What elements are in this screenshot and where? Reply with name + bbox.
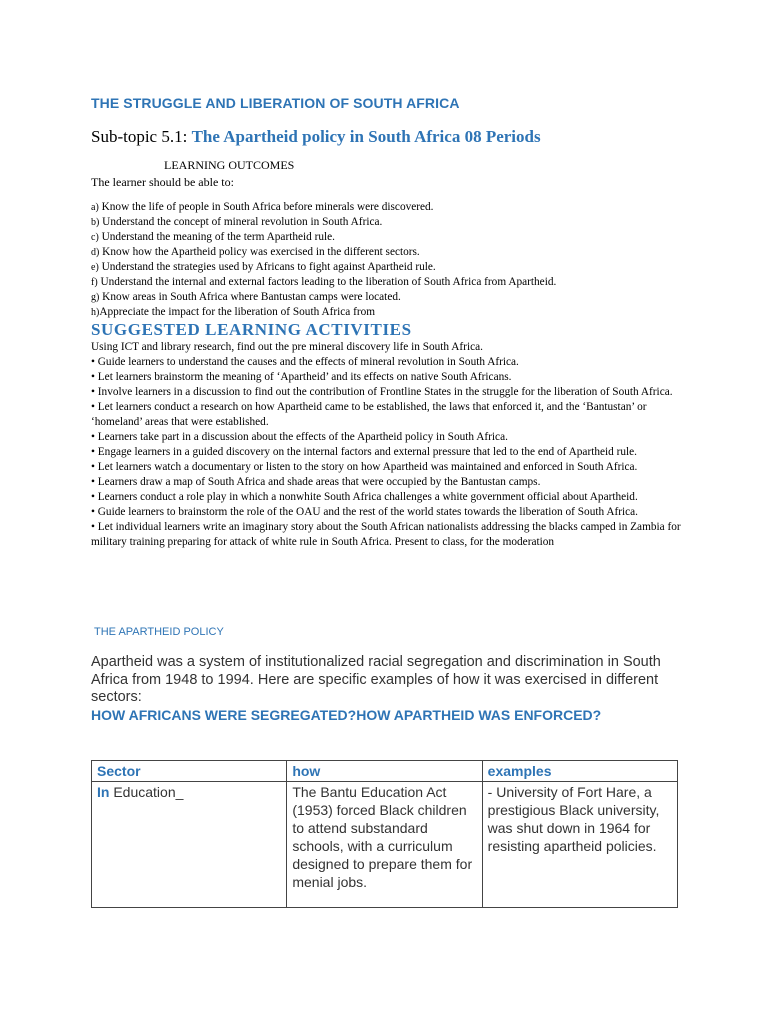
outcome-item: d) Know how the Apartheid policy was exercised in the different sectors. — [91, 246, 420, 258]
header-examples: examples — [482, 761, 677, 782]
document-title: THE STRUGGLE AND LIBERATION OF SOUTH AFRICA — [91, 95, 460, 111]
activities-heading: SUGGESTED LEARNING ACTIVITIES — [91, 320, 412, 339]
cell-sector: In Education_ — [92, 782, 287, 908]
activity-line: • Learners take part in a discussion about the effects of the Apartheid policy in South Africa. — [91, 431, 508, 443]
header-sector: Sector — [92, 761, 287, 782]
header-how: how — [287, 761, 482, 782]
subtopic-title: The Apartheid policy in South Africa 08 Periods — [191, 127, 541, 146]
activity-line: • Let learners brainstorm the meaning of ‘Apartheid’ and its effects on native South Africans. — [91, 371, 512, 383]
outcome-item: g) Know areas in South Africa where Bantustan camps were located. — [91, 291, 401, 303]
policy-label: THE APARTHEID POLICY — [94, 626, 224, 638]
outcome-item: c) Understand the meaning of the term Apartheid rule. — [91, 231, 336, 243]
activities-list — [91, 340, 681, 550]
outcome-item: e) Understand the strategies used by Africans to fight against Apartheid rule. — [91, 261, 436, 273]
outcome-item: h)Appreciate the impact for the liberation of South Africa from — [91, 306, 376, 318]
activity-line: Using ICT and library research, find out the pre mineral discovery life in South Africa. — [91, 341, 483, 353]
cell-how: The Bantu Education Act (1953) forced Black children to attend substandard schools, with a curriculum designed to prepare them for menial jobs. — [287, 782, 482, 908]
activity-line: • Learners draw a map of South Africa and shade areas that were occupied by the Bantustan camps. — [91, 476, 541, 488]
subtopic-prefix: Sub-topic 5.1: — [91, 127, 192, 146]
cell-examples: - University of Fort Hare, a prestigious Black university, was shut down in 1964 for resisting apartheid policies. — [482, 782, 677, 908]
outcome-item: f) Understand the internal and external factors leading to the liberation of South Africa from Apartheid. — [91, 276, 557, 288]
activity-line: • Involve learners in a discussion to find out the contribution of Frontline States in the struggle for the liberation of South Africa. — [91, 386, 673, 398]
subtopic-line — [91, 127, 541, 147]
learning-outcomes-intro: The learner should be able to: — [91, 175, 234, 189]
activity-line: • Learners conduct a role play in which a nonwhite South Africa challenges a white government official about Apartheid. — [91, 491, 638, 503]
activity-line: • Guide learners to brainstorm the role of the OAU and the rest of the world states towards the liberation of South Africa. — [91, 506, 638, 518]
sector-table — [91, 760, 678, 908]
outcome-item: b) Understand the concept of mineral revolution in South Africa. — [91, 216, 383, 228]
activity-line: • Let learners conduct a research on how Apartheid came to be established, the laws that enforced it, and the ‘Bantustan’ or ‘homeland’ areas that were established. — [91, 401, 647, 428]
learning-outcomes-list — [91, 200, 556, 320]
learning-outcomes-heading: LEARNING OUTCOMES — [164, 158, 295, 172]
table-header-row — [92, 761, 678, 782]
activity-line: • Let learners watch a documentary or listen to the story on how Apartheid was maintained and enforced in South Africa. — [91, 461, 638, 473]
segregation-heading: HOW AFRICANS WERE SEGREGATED?HOW APARTHEID WAS ENFORCED? — [91, 707, 602, 723]
intro-paragraph: Apartheid was a system of institutionalized racial segregation and discrimination in South Africa from 1948 to 1994. Here are specific examples of how it was exercised in different sectors: — [91, 654, 661, 705]
activity-line: • Let individual learners write an imaginary story about the South African nationalists addressing the blacks camped in Zambia for military training preparing for attack of white rule in South Africa. Present to class, for the moderation — [91, 521, 681, 548]
activity-line: • Guide learners to understand the causes and the effects of mineral revolution in South Africa. — [91, 356, 519, 368]
activity-line: • Engage learners in a guided discovery on the internal factors and external pressure that led to the end of Apartheid rule. — [91, 446, 638, 458]
outcome-item: a) Know the life of people in South Africa before minerals were discovered. — [91, 201, 434, 213]
table-row — [92, 782, 678, 908]
